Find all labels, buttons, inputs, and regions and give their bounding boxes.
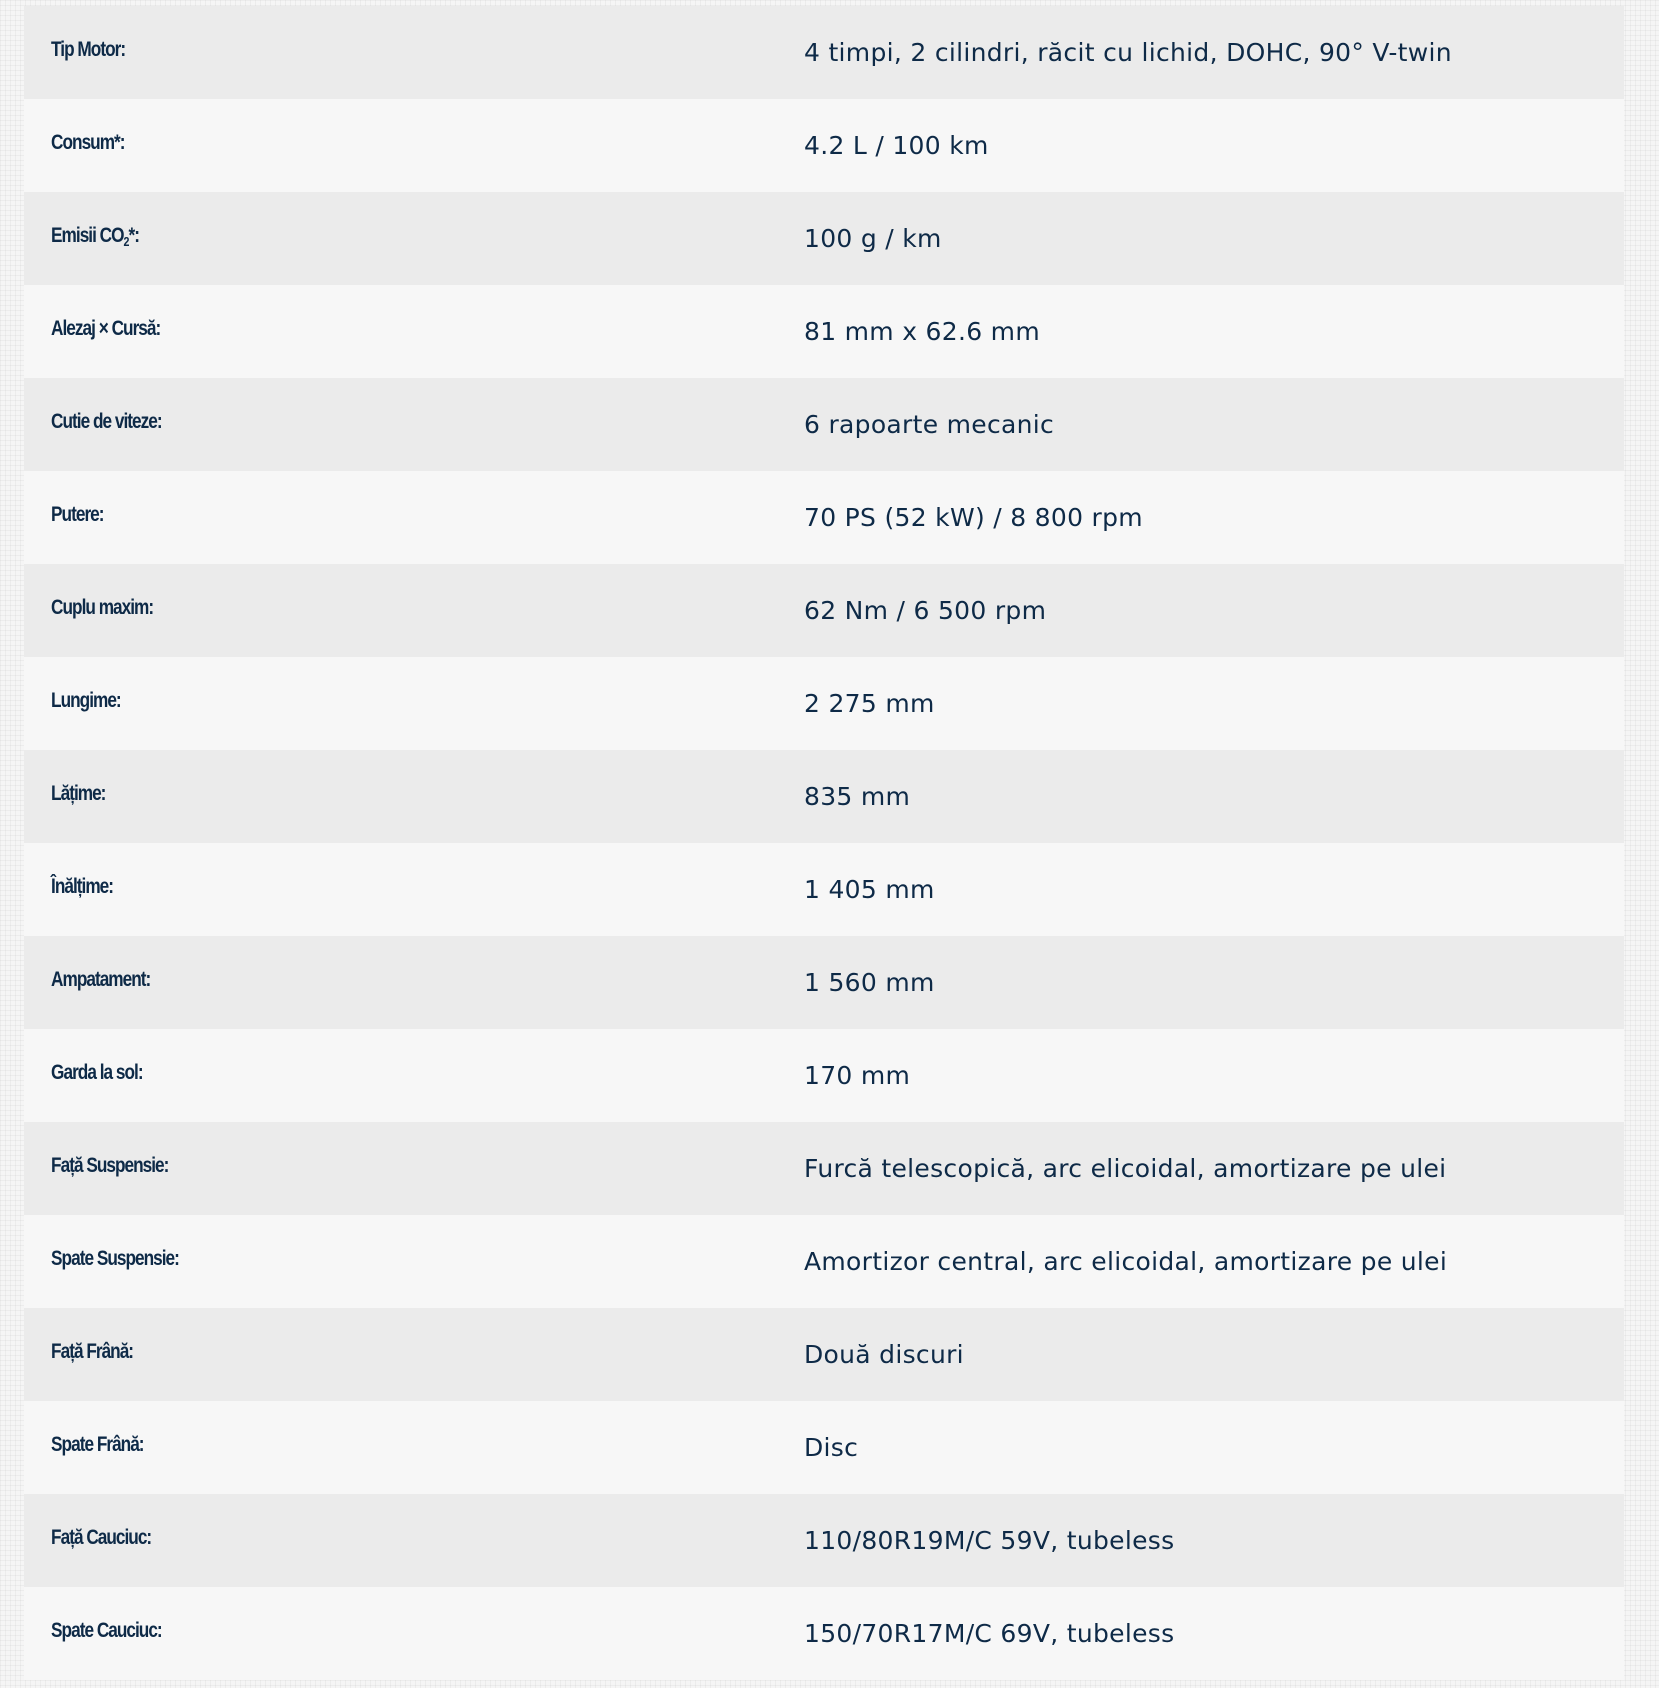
spec-row-front-tire (24, 1494, 1624, 1587)
spec-value: 81 mm x 62.6 mm (804, 317, 1040, 346)
spec-value: Furcă telescopică, arc elicoidal, amortizare pe ulei (804, 1154, 1447, 1183)
spec-label-subscript: 2 (123, 233, 129, 249)
spec-value: 1 560 mm (804, 968, 935, 997)
spec-value: 100 g / km (804, 224, 942, 253)
spec-label (24, 224, 664, 248)
spec-row-rear-suspension (24, 1215, 1624, 1308)
spec-row-rear-brake (24, 1401, 1624, 1494)
spec-label: Înălțime: (51, 874, 114, 898)
spec-label-suffix: *: (128, 223, 139, 247)
spec-label: Spate Suspensie: (51, 1246, 179, 1270)
spec-row-height (24, 843, 1624, 936)
spec-value: 6 rapoarte mecanic (804, 410, 1055, 439)
spec-row-gearbox (24, 378, 1624, 471)
spec-value: Amortizor central, arc elicoidal, amortizare pe ulei (804, 1247, 1448, 1276)
spec-label: Față Suspensie: (51, 1153, 169, 1177)
spec-value: 150/70R17M/C 69V, tubeless (804, 1619, 1175, 1648)
spec-label: Ampatament: (51, 967, 151, 991)
spec-value: 4.2 L / 100 km (804, 131, 989, 160)
spec-label: Tip Motor: (51, 37, 126, 61)
spec-label: Consum*: (51, 130, 125, 154)
spec-value: 62 Nm / 6 500 rpm (804, 596, 1047, 625)
spec-value: 110/80R19M/C 59V, tubeless (804, 1526, 1175, 1555)
spec-label: Putere: (51, 502, 104, 526)
spec-row-power (24, 471, 1624, 564)
spec-label: Garda la sol: (51, 1060, 143, 1084)
spec-row-width (24, 750, 1624, 843)
spec-row-consumption (24, 99, 1624, 192)
spec-row-co2-emissions (24, 192, 1624, 285)
spec-value: 70 PS (52 kW) / 8 800 rpm (804, 503, 1143, 532)
spec-row-wheelbase (24, 936, 1624, 1029)
spec-table (24, 6, 1624, 1680)
spec-label: Alezaj × Cursă: (51, 316, 161, 340)
spec-row-ground-clearance (24, 1029, 1624, 1122)
spec-row-max-torque (24, 564, 1624, 657)
spec-value: Două discuri (804, 1340, 964, 1369)
spec-value: 835 mm (804, 782, 911, 811)
spec-row-engine-type (24, 6, 1624, 99)
spec-value: 2 275 mm (804, 689, 935, 718)
spec-value: Disc (804, 1433, 859, 1462)
spec-row-front-suspension (24, 1122, 1624, 1215)
spec-label: Cuplu maxim: (51, 595, 154, 619)
spec-row-bore-stroke (24, 285, 1624, 378)
spec-label: Cutie de viteze: (51, 409, 162, 433)
spec-label: Spate Frână: (51, 1432, 144, 1456)
spec-label: Față Frână: (51, 1339, 134, 1363)
spec-label: Spate Cauciuc: (51, 1618, 162, 1642)
spec-row-rear-tire (24, 1587, 1624, 1680)
spec-value: 1 405 mm (804, 875, 935, 904)
spec-value: 4 timpi, 2 cilindri, răcit cu lichid, DOHC, 90° V-twin (804, 38, 1452, 67)
spec-row-length (24, 657, 1624, 750)
spec-label-prefix: Emisii CO (51, 223, 124, 247)
spec-label: Lungime: (51, 688, 121, 712)
spec-value: 170 mm (804, 1061, 911, 1090)
spec-label: Față Cauciuc: (51, 1525, 152, 1549)
spec-row-front-brake (24, 1308, 1624, 1401)
spec-label: Lățime: (51, 781, 106, 805)
